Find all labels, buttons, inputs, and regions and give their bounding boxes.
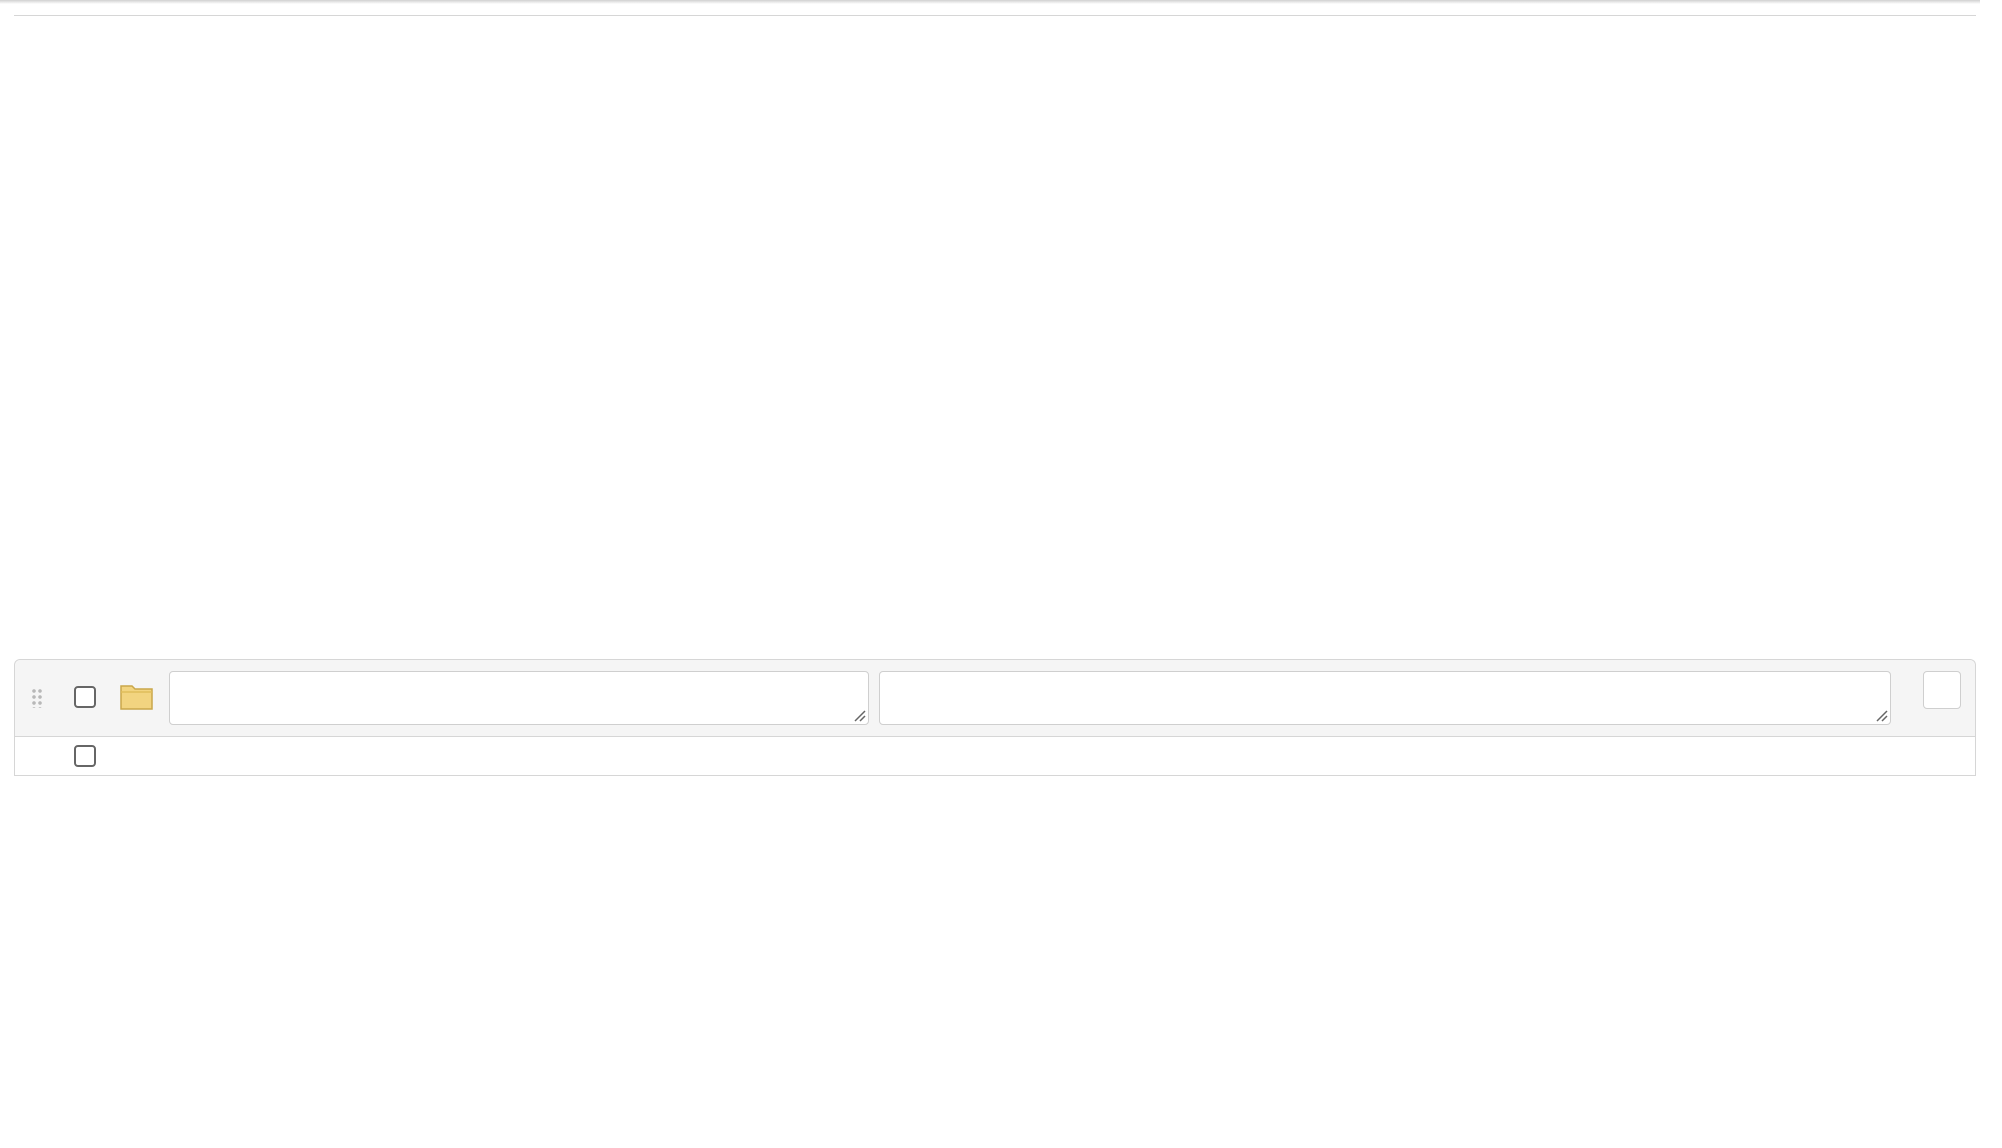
column-headers [15,737,1975,776]
group-description-input[interactable] [879,671,1891,725]
resize-grip-icon[interactable] [852,708,866,722]
select-all-checkbox[interactable] [74,745,96,767]
folder-icon [120,682,154,710]
scroll-shadow [0,0,1980,4]
test-group [14,659,1976,776]
group-name-input[interactable] [169,671,869,725]
group-header [15,660,1975,737]
group-checkbox[interactable] [74,686,96,708]
drag-handle-icon[interactable] [31,688,43,708]
test-case-table [14,15,1976,16]
collapse-group-button[interactable] [1923,671,1961,709]
resize-grip-icon[interactable] [1874,708,1888,722]
